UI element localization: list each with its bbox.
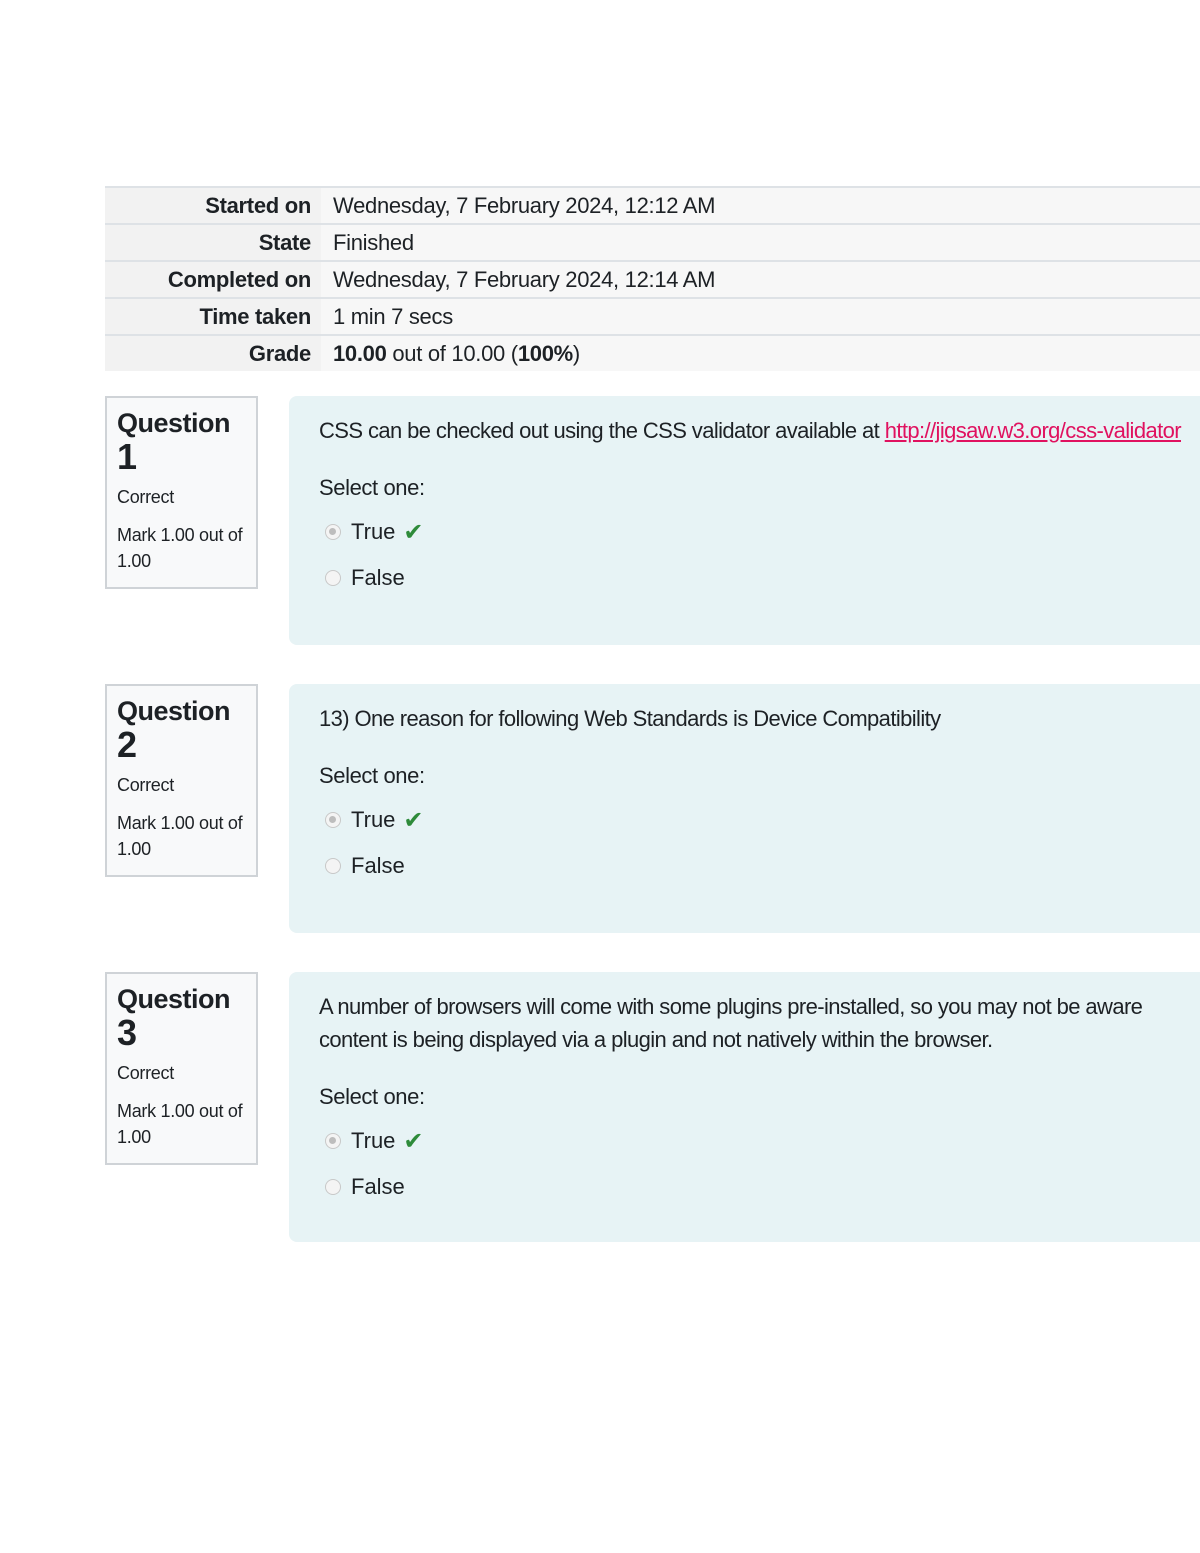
grade-score: 10.00 <box>333 341 387 366</box>
summary-label: Started on <box>105 188 321 223</box>
radio-button-selected[interactable] <box>325 1133 341 1149</box>
check-icon: ✔ <box>403 518 424 546</box>
answer-label: True <box>351 1128 396 1153</box>
question-content-3 <box>289 972 1200 1242</box>
question-text-line-2: content is being displayed via a plugin and not natively within the browser. <box>319 1027 993 1052</box>
answer-label: True <box>351 519 396 544</box>
question-text: 13) One reason for following Web Standards is Device Compatibility <box>319 706 941 731</box>
answer-label: False <box>351 1174 405 1199</box>
question-mark: Mark 1.00 out of 1.00 <box>117 813 243 859</box>
answer-option-true[interactable] <box>319 797 1189 843</box>
answer-option-true[interactable] <box>319 1118 1189 1164</box>
validator-link[interactable]: http://jigsaw.w3.org/css-validator <box>884 418 1181 443</box>
question-content-2 <box>289 684 1200 933</box>
check-icon: ✔ <box>403 1127 424 1155</box>
summary-value: 1 min 7 secs <box>321 299 1200 334</box>
question-number: 1 <box>117 436 138 477</box>
radio-button-selected[interactable] <box>325 524 341 540</box>
question-state: Correct <box>117 775 174 795</box>
question-info-1 <box>105 396 258 589</box>
question-mark: Mark 1.00 out of 1.00 <box>117 525 243 571</box>
radio-button[interactable] <box>325 1179 341 1195</box>
summary-value: Wednesday, 7 February 2024, 12:12 AM <box>321 188 1200 223</box>
question-text-line-1: A number of browsers will come with some plugins pre-installed, so you may not be aware <box>319 994 1143 1019</box>
select-one-prompt: Select one: <box>319 1084 425 1109</box>
answer-option-true[interactable] <box>319 509 1189 555</box>
select-one-prompt: Select one: <box>319 475 425 500</box>
answer-option-false[interactable] <box>319 843 1189 889</box>
summary-label: Time taken <box>105 299 321 334</box>
grade-text: out of 10.00 ( <box>386 341 518 366</box>
question-title: Question <box>117 408 231 438</box>
question-state: Correct <box>117 1063 174 1083</box>
summary-label: Completed on <box>105 262 321 297</box>
summary-row-completed <box>105 260 1200 297</box>
question-title: Question <box>117 696 231 726</box>
radio-button[interactable] <box>325 858 341 874</box>
question-state: Correct <box>117 487 174 507</box>
answer-option-false[interactable] <box>319 1164 1189 1210</box>
question-content-1 <box>289 396 1200 645</box>
summary-value <box>321 336 1200 371</box>
grade-percent: 100% <box>517 341 573 366</box>
summary-value: Wednesday, 7 February 2024, 12:14 AM <box>321 262 1200 297</box>
question-mark: Mark 1.00 out of 1.00 <box>117 1101 243 1147</box>
summary-label: Grade <box>105 336 321 371</box>
attempt-summary-table <box>105 186 1200 371</box>
question-text <box>319 414 1189 447</box>
check-icon: ✔ <box>403 806 424 834</box>
answer-option-false[interactable] <box>319 555 1189 601</box>
summary-row-time <box>105 297 1200 334</box>
answer-label: True <box>351 807 396 832</box>
summary-row-started <box>105 186 1200 223</box>
question-info-2 <box>105 684 258 877</box>
select-one-prompt: Select one: <box>319 763 425 788</box>
summary-label: State <box>105 225 321 260</box>
summary-row-grade <box>105 334 1200 371</box>
answer-label: False <box>351 853 405 878</box>
question-title: Question <box>117 984 231 1014</box>
summary-value: Finished <box>321 225 1200 260</box>
answer-label: False <box>351 565 405 590</box>
question-number: 3 <box>117 1012 138 1053</box>
question-info-3 <box>105 972 258 1165</box>
grade-end: ) <box>572 341 580 366</box>
radio-button-selected[interactable] <box>325 812 341 828</box>
question-text-body: CSS can be checked out using the CSS validator available at <box>319 418 885 443</box>
radio-button[interactable] <box>325 570 341 586</box>
question-number: 2 <box>117 724 138 765</box>
summary-row-state <box>105 223 1200 260</box>
